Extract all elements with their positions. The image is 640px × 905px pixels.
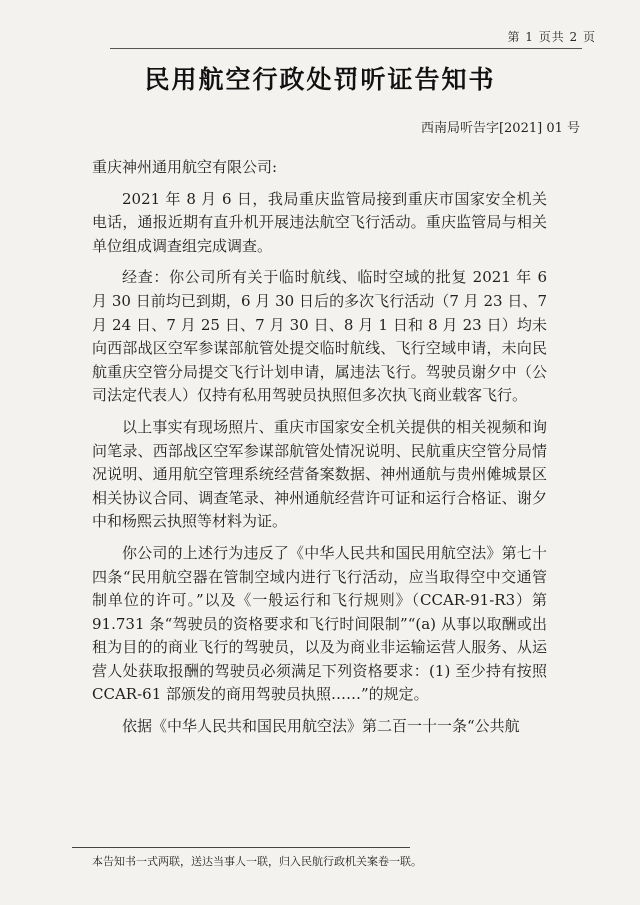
page-number: 第 1 页共 2 页 bbox=[507, 30, 596, 44]
document-body bbox=[92, 156, 547, 747]
document-title: 民用航空行政处罚听证告知书 bbox=[144, 65, 496, 94]
footnote: 本告知书一式两联，送达当事人一联，归入民航行政机关案卷一联。 bbox=[92, 855, 422, 868]
document-number: 西南局听告字[2021] 01 号 bbox=[420, 121, 580, 136]
addressee: 重庆神州通用航空有限公司: bbox=[92, 158, 278, 176]
paragraph-evidence: 以上事实有现场照片、重庆市国家安全机关提供的相关视频和询问笔录、西部战区空军参谋部航管处情况说明、民航重庆空管分局情况说明、通用航空管理系统经营备案数据、神州通航与贵州傩城景区相关协议合同、调查笔录、神州通航经营许可证和运行合格证、谢夕中和杨熙云执照等材料为证。 bbox=[92, 417, 547, 531]
paragraph-findings: 经查：你公司所有关于临时航线、临时空域的批复 2021 年 6 月 30 日前均已到期，6 月 30 日后的多次飞行活动（7 月 23 日、7 月 24 日、7 月 25 日、7 月 30 日、8 月 1 日和 8 月 23 日）均未向西部战区空军参谋部航管处提交临时航线、飞行空域申请，未向民航重庆空管分局提交飞行计划申请，属违法飞行。驾驶员谢夕中（公司法定代表人）仅持有私用驾驶员执照但多次执飞商业载客飞行。 bbox=[92, 268, 547, 405]
footnote-divider bbox=[72, 847, 410, 848]
paragraph-report: 2021 年 8 月 6 日，我局重庆监管局接到重庆市国家安全机关电话，通报近期有直升机开展违法航空飞行活动。重庆监管局与相关单位组成调查组完成调查。 bbox=[92, 189, 547, 255]
paragraph-violation: 你公司的上述行为违反了《中华人民共和国民用航空法》第七十四条“民用航空器在管制空域内进行飞行活动，应当取得空中交通管制单位的许可。”以及《一般运行和飞行规则》（CCAR-91-R3）第 91.731 条“驾驶员的资格要求和飞行时间限制”“(a) 从事以取酬或出租为目的的商业飞行的驾驶员，以及为商业非运输运营人服务、从运营人处获取报酬的驾驶员必须满足下列资格要求：(1) 至少持有按照 CCAR-61 部颁发的商用驾驶员执照……”的规定。 bbox=[92, 543, 547, 704]
header-divider bbox=[110, 48, 582, 49]
paragraph-basis: 依据《中华人民共和国民用航空法》第二百一十一条“公共航 bbox=[122, 717, 520, 736]
